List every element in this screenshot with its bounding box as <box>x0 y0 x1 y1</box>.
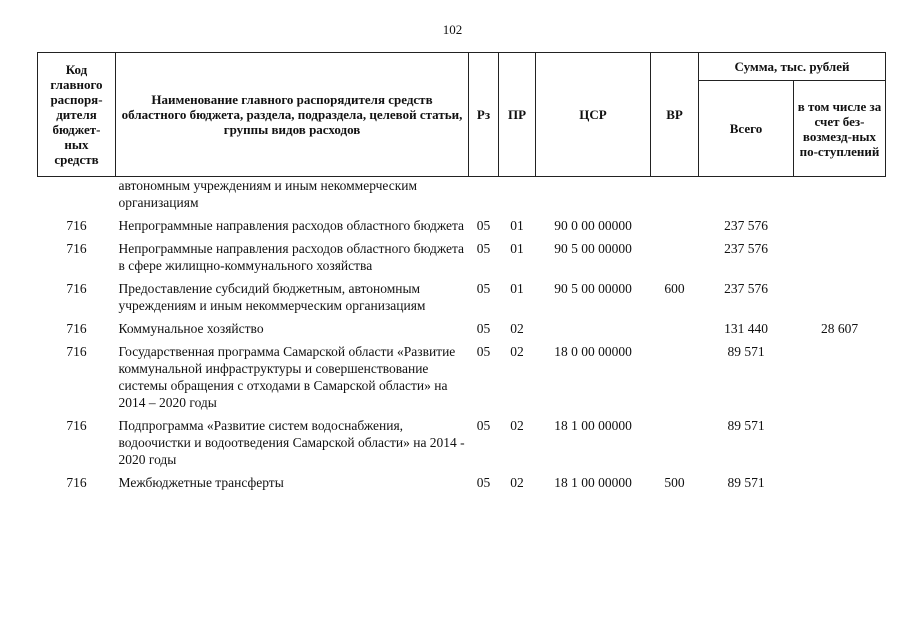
cell-code: 716 <box>66 344 87 359</box>
cell-vr <box>651 341 699 415</box>
cell-rz <box>469 177 499 216</box>
cell-incl: 28 607 <box>820 321 859 336</box>
cell-pr: 01 <box>510 218 524 233</box>
table-row <box>38 341 886 415</box>
table-row <box>38 472 886 495</box>
cell-csr: 18 0 00 00000 <box>554 344 632 359</box>
cell-code <box>38 177 116 216</box>
header-incl: в том числе за счет без-возмезд-ных по-ступлений <box>794 81 886 177</box>
cell-name: Межбюджетные трансферты <box>118 475 284 490</box>
cell-csr: 18 1 00 00000 <box>554 475 632 490</box>
cell-rz: 05 <box>476 281 491 296</box>
cell-incl <box>794 215 886 238</box>
cell-code: 716 <box>66 418 87 433</box>
cell-incl <box>794 278 886 318</box>
cell-rz: 05 <box>476 218 491 233</box>
header-rz: Рз <box>469 53 499 177</box>
cell-csr: 18 1 00 00000 <box>554 418 632 433</box>
cell-csr: 90 0 00 00000 <box>554 218 632 233</box>
page-number: 102 <box>442 22 463 37</box>
cell-vr <box>651 177 699 216</box>
cell-incl <box>794 472 886 495</box>
cell-code: 716 <box>66 281 87 296</box>
cell-rz: 05 <box>476 241 491 256</box>
cell-vr <box>651 215 699 238</box>
cell-csr: 90 5 00 00000 <box>554 281 632 296</box>
cell-vr <box>651 238 699 278</box>
cell-code: 716 <box>66 321 87 336</box>
cell-rz: 05 <box>476 321 491 336</box>
cell-name: Непрограммные направления расходов областного бюджета в сфере жилищно-коммунального хозяйства <box>118 241 465 273</box>
cell-pr: 01 <box>510 241 524 256</box>
cell-rz: 05 <box>476 344 491 359</box>
cell-code: 716 <box>66 241 87 256</box>
header-code: Код главного распоря-дителя бюджет-ных средств <box>38 53 116 177</box>
cell-csr: 90 5 00 00000 <box>554 241 632 256</box>
cell-name: Государственная программа Самарской области «Развитие коммунальной инфраструктуры и совершенствование системы обращения с отходами в Самарской области» на 2014 – 2020 годы <box>118 344 456 410</box>
table-row <box>38 215 886 238</box>
cell-total: 89 571 <box>727 418 765 433</box>
cell-code: 716 <box>66 218 87 233</box>
cell-pr: 02 <box>510 344 524 359</box>
cell-rz: 05 <box>476 418 491 433</box>
cell-csr <box>536 318 651 341</box>
cell-incl <box>794 341 886 415</box>
cell-total: 89 571 <box>727 475 765 490</box>
cell-pr: 02 <box>510 475 524 490</box>
cell-vr <box>651 318 699 341</box>
cell-pr: 01 <box>510 281 524 296</box>
cell-vr: 500 <box>664 475 685 490</box>
cell-rz: 05 <box>476 475 491 490</box>
header-name: Наименование главного распорядителя средств областного бюджета, раздела, подраздела, целевой статьи, группы видов расходов <box>116 53 469 177</box>
header-csr: ЦСР <box>536 53 651 177</box>
budget-table <box>37 52 886 495</box>
cell-code: 716 <box>66 475 87 490</box>
header-pr: ПР <box>499 53 536 177</box>
cell-incl <box>794 415 886 472</box>
cell-total: 237 576 <box>724 218 768 233</box>
cell-vr <box>651 415 699 472</box>
cell-name: Коммунальное хозяйство <box>118 321 264 336</box>
cell-total: 237 576 <box>724 281 768 296</box>
cell-total: 131 440 <box>724 321 768 336</box>
cell-name: Предоставление субсидий бюджетным, автономным учреждениям и иным некоммерческим организациям <box>118 281 426 313</box>
header-vr: ВР <box>651 53 699 177</box>
cell-name: автономным учреждениям и иным некоммерческим организациям <box>118 178 418 210</box>
table-row <box>38 177 886 216</box>
cell-pr <box>499 177 536 216</box>
cell-pr: 02 <box>510 418 524 433</box>
cell-name: Непрограммные направления расходов областного бюджета <box>118 218 465 233</box>
cell-total: 89 571 <box>727 344 765 359</box>
cell-total <box>699 177 794 216</box>
cell-incl <box>794 177 886 216</box>
table-row <box>38 278 886 318</box>
table-row <box>38 238 886 278</box>
cell-incl <box>794 238 886 278</box>
table-row <box>38 415 886 472</box>
cell-pr: 02 <box>510 321 524 336</box>
cell-name: Подпрограмма «Развитие систем водоснабжения, водоочистки и водоотведения Самарской области» на 2014 - 2020 годы <box>118 418 465 467</box>
header-total: Всего <box>699 81 794 177</box>
cell-vr: 600 <box>664 281 685 296</box>
header-sum-group: Сумма, тыс. рублей <box>699 53 886 81</box>
table-row <box>38 318 886 341</box>
cell-csr <box>536 177 651 216</box>
cell-total: 237 576 <box>724 241 768 256</box>
